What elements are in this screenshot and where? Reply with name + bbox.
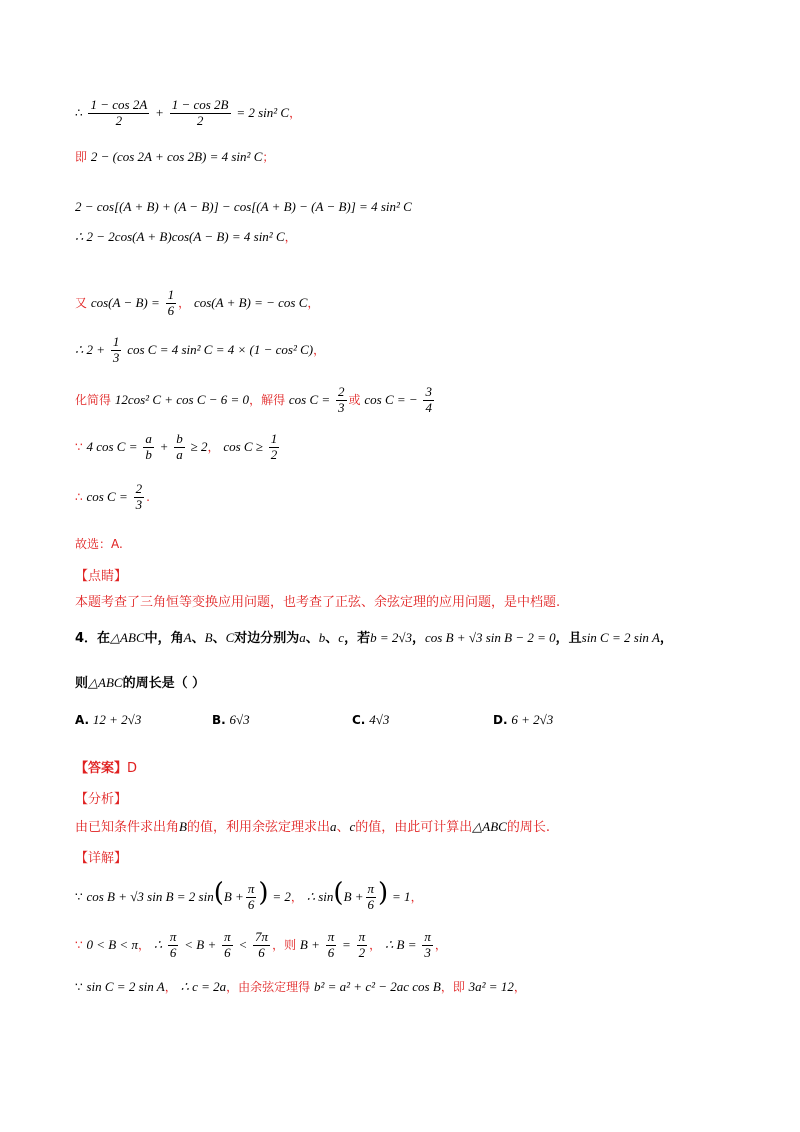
option-value: 12 + 2√3 (92, 712, 142, 727)
detail-line-2 (75, 930, 447, 961)
math-expression: sin C = 2 sin A (581, 630, 660, 645)
question-text: 在 (97, 631, 111, 646)
math-expression: B + (343, 889, 364, 904)
numerator: a (145, 431, 152, 446)
text-prefix: 化简得 (75, 392, 112, 407)
punctuation: ， (284, 230, 297, 244)
plus-sign: + (159, 438, 169, 454)
math-var: B (179, 819, 187, 834)
fraction (166, 288, 177, 319)
math-expression: cos B + √3 sin B = 2 sin (86, 889, 214, 904)
punctuation: ， (369, 937, 382, 952)
punctuation: 、 (191, 631, 205, 646)
text-connector: 或 (348, 392, 361, 407)
denominator: 2 (115, 112, 123, 128)
paren: ) (258, 878, 269, 908)
math-var: A (183, 630, 192, 645)
analysis-heading: 【分析】 (75, 792, 128, 807)
therefore-symbol: ∴ (75, 105, 83, 120)
punctuation: ， (307, 295, 320, 310)
question-text: ，且 (555, 631, 582, 646)
denominator: 6 (167, 302, 175, 318)
fraction (422, 930, 433, 961)
math-expression: 4 cos C = (86, 438, 138, 454)
denominator: 3 (424, 944, 431, 960)
math-var: c (338, 630, 345, 645)
math-expression: cos C = (86, 488, 128, 504)
math-expression: cos C = 4 sin² C = 4 × (1 − cos² C) (127, 341, 314, 357)
punctuation: 、 (325, 631, 339, 646)
option-label: C. (352, 713, 366, 727)
math-var: b (318, 630, 326, 645)
text-prefix: 又 (75, 295, 88, 310)
question-text: 中，角 (144, 631, 184, 646)
math-expression: B + (223, 889, 244, 904)
math-expression: B + (299, 936, 320, 952)
punctuation: ， (290, 890, 303, 904)
punctuation: ， (513, 980, 526, 994)
derivation-line-2 (75, 150, 274, 163)
punctuation: ， (207, 439, 220, 454)
math-expression: △ABC (88, 675, 123, 690)
analysis-text-part: 的值，由此可计算出 (355, 820, 473, 835)
math-expression: = 2 (272, 889, 291, 904)
text-connector: ，由余弦定理得 (226, 980, 311, 994)
denominator: 3 (135, 496, 143, 512)
numerator: b (176, 431, 183, 446)
fraction (253, 930, 270, 961)
analysis-text-part: 的周长. (506, 820, 550, 835)
math-expression: ∴ c = 2a (180, 979, 227, 994)
numerator: π (424, 929, 431, 944)
derivation-line-4 (75, 230, 297, 243)
plus-sign: + (155, 104, 164, 120)
derivation-line-6 (75, 335, 325, 366)
fraction (246, 882, 257, 913)
math-expression: ∴ 2 + (75, 341, 106, 357)
math-expression: < B + (184, 936, 217, 952)
paren: ( (333, 878, 344, 908)
denominator: 6 (224, 944, 231, 960)
fraction (269, 432, 280, 463)
math-expression: cos C = (288, 391, 331, 407)
question-text: 的周长是（ ） (122, 676, 206, 691)
conclusion-line: 故选：A. (75, 537, 123, 551)
text-connector: ，则 (272, 937, 297, 952)
derivation-line-8 (75, 432, 281, 463)
numerator: π (327, 929, 335, 944)
math-expression: ∴ 2 − 2cos(A + B)cos(A − B) = 4 sin² C (75, 229, 285, 244)
fraction (336, 385, 347, 416)
math-expression: ∴ (153, 936, 163, 952)
math-expression: cos B + √3 sin B − 2 = 0 (425, 630, 556, 645)
text-connector: ，即 (440, 980, 465, 994)
math-var: B (204, 630, 213, 645)
punctuation: 、 (336, 820, 350, 835)
option-d[interactable] (493, 712, 553, 728)
math-expression: △ABC (110, 630, 145, 645)
paren: ) (378, 878, 389, 908)
math-expression: = (342, 936, 351, 952)
derivation-line-1 (75, 98, 301, 129)
math-var: c (349, 819, 356, 834)
math-var: a (299, 630, 306, 645)
math-expression: 2 − cos[(A + B) + (A − B)] − cos[(A + B) − (A − B)] = 4 sin² C (75, 199, 412, 214)
math-expression: ∴ sin (306, 889, 334, 904)
numerator: π (367, 881, 375, 897)
numerator: π (169, 929, 177, 944)
dianjing-text: 本题考查了三角恒等变换应用问题，也考查了正弦、余弦定理的应用问题，是中档题. (75, 595, 561, 610)
analysis-text (75, 820, 550, 834)
punctuation: ； (262, 150, 275, 164)
fraction (168, 930, 179, 961)
punctuation: ， (289, 105, 302, 120)
math-expression: cos(A − B) = (90, 294, 160, 310)
option-c[interactable] (352, 712, 389, 728)
question-text: 则 (75, 676, 89, 691)
detail-line-3 (75, 980, 526, 993)
math-expression: = 2 sin² C (236, 104, 290, 120)
math-expression: = 1 (392, 889, 411, 904)
answer-heading: 【答案】 (75, 761, 128, 776)
detail-heading: 【详解】 (75, 851, 128, 866)
denominator: 2 (270, 446, 278, 462)
option-label: A. (75, 713, 90, 727)
denominator: 6 (367, 897, 375, 912)
denominator: 6 (327, 944, 335, 960)
punctuation: ， (412, 631, 426, 646)
denominator: 6 (247, 897, 255, 912)
because-symbol: ∵ (75, 980, 83, 994)
numerator: 7π (255, 929, 269, 944)
denominator: 3 (112, 349, 120, 365)
derivation-line-5 (75, 288, 319, 319)
denominator: 4 (425, 399, 432, 415)
numerator: 1 (167, 287, 175, 302)
numerator: 2 (135, 481, 143, 496)
math-expression: 12cos² C + cos C − 6 = 0 (114, 391, 250, 407)
punctuation: ， (434, 937, 447, 952)
math-var: a (329, 819, 337, 834)
option-value: 6√3 (229, 712, 250, 727)
paren: ( (213, 878, 224, 908)
math-expression: ∴ B = (385, 936, 417, 952)
therefore-symbol: ∴ (75, 489, 83, 504)
numerator: 1 − cos 2B (171, 97, 229, 112)
numerator: 1 (270, 431, 278, 446)
denominator: 2 (196, 112, 204, 128)
numerator: 1 − cos 2A (90, 97, 148, 112)
fraction (357, 930, 368, 961)
math-expression: cos C ≥ (223, 438, 263, 454)
because-symbol: ∵ (75, 890, 83, 904)
math-var: C (225, 630, 235, 645)
answer-value: D (127, 761, 138, 776)
fraction (423, 385, 434, 416)
math-expression: cos(A + B) = − cos C (193, 294, 308, 310)
punctuation: ， (178, 295, 191, 310)
denominator: 3 (338, 399, 345, 415)
denominator: 2 (358, 944, 366, 960)
derivation-line-9 (75, 482, 150, 513)
math-expression: < (238, 936, 248, 952)
dianjing-heading: 【点睛】 (75, 569, 128, 584)
punctuation: 、 (212, 631, 226, 646)
denominator: b (145, 446, 152, 462)
numerator: 1 (112, 334, 120, 349)
because-symbol: ∵ (75, 439, 83, 454)
punctuation: ， (164, 980, 177, 994)
math-expression: b = 2√3 (370, 630, 413, 645)
option-label: B. (212, 713, 226, 727)
math-expression: ≥ 2 (190, 438, 208, 454)
punctuation: 、 (305, 631, 319, 646)
question-text: 对边分别为 (234, 631, 300, 646)
question-stem-line-2 (75, 676, 205, 690)
math-expression: △ABC (472, 819, 507, 834)
answer-line (75, 762, 137, 775)
option-b[interactable] (212, 712, 250, 728)
math-expression: cos C = − (364, 391, 418, 407)
numerator: π (224, 929, 231, 944)
math-expression: 0 < B < π (86, 936, 138, 952)
numerator: 3 (425, 384, 432, 399)
text-connector: ，解得 (249, 392, 286, 407)
derivation-line-7 (75, 385, 436, 416)
punctuation: ， (659, 631, 673, 646)
punctuation: ， (410, 890, 423, 904)
numerator: 2 (338, 384, 345, 399)
fraction (143, 432, 154, 463)
text-prefix: 即 (75, 150, 88, 164)
fraction (222, 930, 233, 961)
question-stem-line-1 (75, 631, 673, 645)
numerator: π (247, 881, 255, 897)
fraction (326, 930, 337, 961)
fraction (170, 98, 231, 129)
fraction (88, 98, 149, 129)
math-expression: b² = a² + c² − 2ac cos B (313, 979, 441, 994)
denominator: 6 (258, 944, 265, 960)
analysis-text-part: 的值，利用余弦定理求出 (186, 820, 330, 835)
fraction (134, 482, 145, 513)
punctuation: ， (137, 937, 150, 952)
fraction (366, 882, 377, 913)
detail-line-1 (75, 880, 423, 913)
math-expression: 2 − (cos 2A + cos 2B) = 4 sin² C (90, 149, 263, 164)
fraction (174, 432, 185, 463)
question-text: ，若 (344, 631, 371, 646)
denominator: a (176, 446, 183, 462)
option-a[interactable] (75, 712, 141, 728)
option-value: 4√3 (369, 712, 390, 727)
analysis-text-part: 由已知条件求出角 (75, 820, 180, 835)
because-symbol: ∵ (75, 937, 83, 952)
punctuation: ， (313, 342, 326, 357)
option-value: 6 + 2√3 (511, 712, 554, 727)
denominator: 6 (169, 944, 177, 960)
question-number: 4． (75, 631, 98, 646)
numerator: π (358, 929, 366, 944)
math-expression: 3a² = 12 (468, 979, 514, 994)
option-label: D. (493, 713, 508, 727)
punctuation: . (146, 489, 150, 504)
math-expression: sin C = 2 sin A (86, 979, 165, 994)
fraction (111, 335, 122, 366)
derivation-line-3 (75, 200, 412, 213)
